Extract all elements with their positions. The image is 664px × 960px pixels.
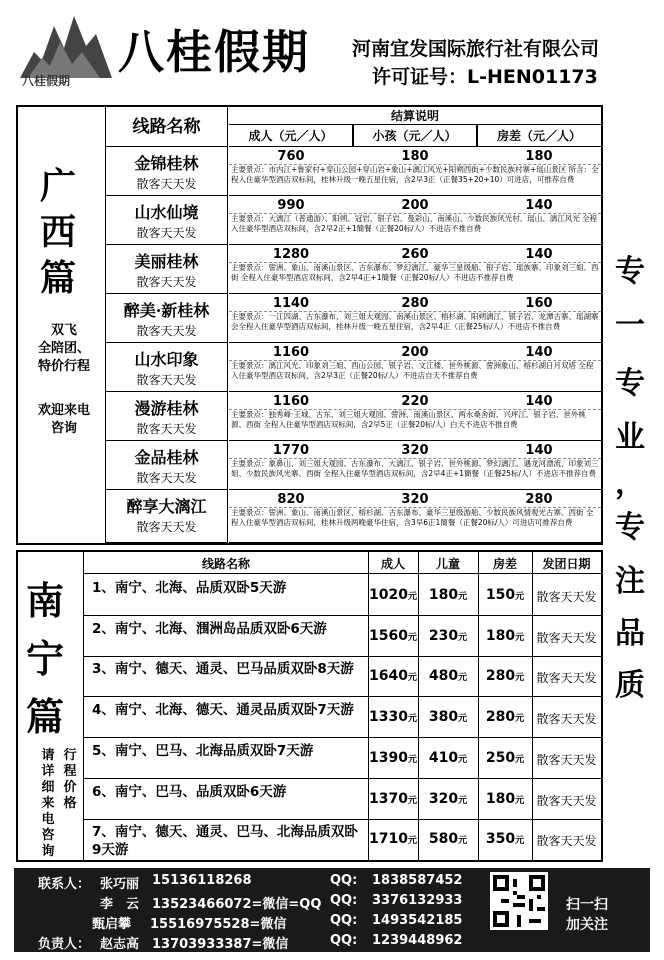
nanning-adult-price [368, 628, 418, 644]
price-value: 180 [485, 628, 516, 644]
route-name: 山水仙境 [134, 203, 199, 222]
price-value: 410 [428, 750, 459, 766]
nanning-departure-date: 散客天天发 [536, 794, 597, 808]
price-unit: 元 [407, 592, 417, 602]
guangxi-title-char: 篇 [40, 257, 77, 299]
price-unit: 元 [407, 836, 417, 846]
adult-price: 1140 [272, 296, 310, 311]
price-divider [229, 409, 601, 410]
route-name-cell [106, 196, 228, 245]
license-number: 许可证号：L-HEN01173 [372, 66, 598, 88]
route-schedule: 散客天天发 [136, 226, 197, 240]
route-description: 主要景点：独秀峰·王城、古东、刘三姐大观园、訾洲、南溪山景区、两水桑舍街、兴坪江、银子岩、世外桃源、西街 全程入住豪华型酒店双标间，含2早5正（正餐20标/人）白天不进店不推自费 [231, 410, 586, 429]
route-description: 主要景点：市内江+鲁家村+穿山公园+穿山岩+象山+漓江风光+阳朔西街+少数民族村寨+瑶山景区 所含：全程入住豪华型酒店双标间，桂林升级一晚五星住宿，含2早3正（正餐35+20+10）可进店，可推荐自费 [231, 165, 599, 184]
price-divider [229, 311, 601, 312]
price-value: 280 [485, 668, 516, 684]
row-divider [229, 195, 601, 196]
nanning-child-price [418, 668, 478, 684]
price-divider [229, 164, 601, 165]
price-unit: 元 [515, 592, 525, 602]
price-unit: 元 [515, 714, 525, 724]
route-description: 主要景点：漓江风光、印象刘三姐、西山公园、银子岩、文江楼、世外桃源、訾洲象山、榕杉湖日月双塔 全程入住豪华型酒店双标间，含2早3正（正餐20标/人）不进店自天不推荐自费 [231, 361, 594, 380]
adult-price: 760 [277, 149, 305, 164]
table-row-divider [84, 737, 601, 738]
adult-price: 1160 [272, 394, 310, 409]
manager-label: 负责人： [38, 937, 91, 952]
nanning-route: 5、南宁、巴马、北海品质双卧7天游 [92, 743, 314, 759]
contact-name: 李 云 [100, 897, 140, 912]
nanning-room-price [478, 628, 532, 644]
contact-label: 联系人： [38, 877, 91, 892]
row-divider [229, 293, 601, 294]
promo-line: 特价行程 [37, 359, 90, 374]
nanning-adult-price [368, 668, 418, 684]
qq-number[interactable]: 1239448962 [372, 933, 463, 948]
column-divider [477, 125, 478, 147]
nanning-departure-date: 散客天天发 [536, 834, 597, 848]
nn-header-route: 线路名称 [84, 554, 368, 574]
qq-label: QQ: [330, 933, 358, 948]
nanning-adult-price [368, 709, 418, 725]
page-title: 八桂假期 [118, 25, 310, 79]
price-divider [229, 213, 601, 214]
price-value: 180 [485, 791, 516, 807]
price-unit: 元 [515, 673, 525, 683]
price-value: 380 [428, 709, 459, 725]
adult-price: 990 [277, 198, 305, 213]
route-name: 美丽桂林 [134, 252, 199, 271]
price-value: 1390 [369, 750, 408, 766]
nanning-adult-price [368, 750, 418, 766]
route-description: 主要景点：一江四湖、古东瀑布、刘三姐大观园、南溪山景区、榕杉湖、阳朔漓江、银子岩、龙潭古寨、瑶湖寨会全程入住豪华型酒店双标间，桂林升级一晚五星住宿，含2早4正（正餐25标/人）不进店不推自费 [231, 312, 599, 331]
price-unit: 元 [407, 633, 417, 643]
price-value: 1710 [369, 831, 408, 847]
nanning-route: 1、南宁、北海、品质双卧5天游 [92, 580, 287, 596]
price-unit: 元 [515, 796, 525, 806]
guangxi-consult [22, 402, 106, 438]
contact-phone[interactable]: 13703933387=微信 [152, 937, 289, 952]
column-header-child: 小孩（元／人） [353, 125, 477, 147]
nanning-side-note: 行程价格 [63, 748, 77, 811]
slogan-char: 注 [615, 564, 645, 599]
route-description: 主要景点：訾洲、象山、南溪山景区、古东瀑布、梦幻漓江、豪华三星级船、银子岩、瑶族寨、印象刘三姐、西街 全程入住豪华型酒店双标间，含2早4正+1簡餐（正餐20标/人）不进店不推荐自费 [231, 263, 599, 282]
nanning-departure-date: 散客天天发 [536, 631, 597, 645]
nn-header-date: 发团日期 [532, 554, 601, 574]
guangxi-title-char: 广 [40, 165, 77, 207]
promo-line: 咨询 [50, 421, 77, 436]
company-name: 河南宜发国际旅行社有限公司 [352, 38, 600, 60]
qr-code-icon [493, 875, 545, 927]
route-name: 金品桂林 [134, 448, 199, 467]
nanning-route: 7、南宁、德天、通灵、巴马、北海品质双卧9天游 [92, 824, 358, 858]
logo-text: 八桂假期 [22, 74, 71, 88]
slogan-char: 专 [615, 510, 645, 545]
contact-name: 甄启攀 [92, 917, 132, 932]
nanning-room-price [478, 831, 532, 847]
nanning-departure-date: 散客天天发 [536, 712, 597, 726]
price-unit: 元 [458, 796, 468, 806]
price-unit: 元 [515, 755, 525, 765]
price-value: 250 [485, 750, 516, 766]
route-description: 主要景点：大漓江（普通游）、阳朔、冠岩、银子岩、曼彩山、南溪山、少数民族风光村、瑶山、漓江风光 全程入住豪华型酒店双标间，含2早2正+1簡餐（正餐20标/人）不进店不推自费 [231, 214, 598, 233]
price-unit: 元 [515, 836, 525, 846]
child-price: 180 [401, 149, 429, 164]
scan-text: 扫一扫 [566, 897, 608, 913]
promo-line: 全陪团、 [37, 341, 90, 356]
child-price: 320 [401, 443, 429, 458]
nanning-departure-date: 散客天天发 [536, 590, 597, 604]
price-value: 580 [428, 831, 459, 847]
contact-name: 赵志高 [100, 937, 140, 952]
route-prices [229, 149, 601, 165]
route-prices [229, 443, 601, 459]
route-name-cell [106, 294, 228, 343]
table-row-divider [84, 615, 601, 616]
child-price: 200 [401, 198, 429, 213]
room-diff-price: 140 [525, 247, 553, 262]
column-divider [353, 125, 354, 147]
nanning-route: 4、南宁、北海、德天、通灵品质双卧7天游 [92, 702, 354, 718]
room-diff-price: 140 [525, 394, 553, 409]
price-divider [229, 360, 601, 361]
promo-line: 双飞 [50, 323, 77, 338]
nanning-child-price [418, 750, 478, 766]
qq-number[interactable]: 3376132933 [372, 893, 463, 908]
route-name: 金锦桂林 [134, 154, 199, 173]
table-row-divider [84, 656, 601, 657]
room-diff-price: 180 [525, 149, 553, 164]
nanning-title-char: 宁 [26, 636, 65, 681]
price-unit: 元 [458, 755, 468, 765]
nn-header-adult: 成人 [368, 554, 418, 574]
route-prices [229, 247, 601, 263]
contact-phone[interactable]: 13523466072=微信=QQ [152, 897, 322, 912]
row-divider [229, 391, 601, 392]
price-value: 1330 [369, 709, 408, 725]
price-value: 230 [428, 628, 459, 644]
route-prices [229, 345, 601, 361]
nanning-title-char: 南 [26, 578, 65, 623]
price-unit: 元 [407, 673, 417, 683]
row-divider [229, 342, 601, 343]
price-value: 480 [428, 668, 459, 684]
slogan-char: 质 [615, 668, 645, 703]
price-divider [229, 458, 601, 459]
slogan-char: 品 [615, 616, 645, 651]
nanning-room-price [478, 668, 532, 684]
child-price: 260 [401, 247, 429, 262]
price-unit: 元 [407, 796, 417, 806]
route-name-cell [106, 147, 228, 196]
nanning-child-price [418, 628, 478, 644]
route-name: 醉美·新桂林 [123, 301, 210, 320]
nn-header-child: 儿童 [418, 554, 478, 574]
adult-price: 1770 [272, 443, 310, 458]
slogan-char: 专 [615, 254, 645, 289]
price-unit: 元 [458, 836, 468, 846]
nanning-room-price [478, 709, 532, 725]
row-divider [229, 440, 601, 441]
nanning-route: 2、南宁、北海、涠洲岛品质双卧6天游 [92, 621, 327, 637]
route-schedule: 散客天天发 [136, 471, 197, 485]
nanning-side-note: 请详细来电咨询 [41, 748, 55, 859]
table-row-divider [84, 778, 601, 779]
price-value: 1020 [369, 587, 408, 603]
route-prices [229, 394, 601, 410]
route-schedule: 散客天天发 [136, 177, 197, 191]
route-description: 主要景点：訾洲、象山、南溪山景区、榕杉湖、古东瀑布、豪华三星级游船、少数民族风情观光古寨、西街 全程入住豪华型酒店双标间，桂林升级两晚豪华住宿，含3早6正1簡餐（正餐20标/人）可进店可推荐自费 [231, 508, 594, 527]
child-price: 220 [401, 394, 429, 409]
price-unit: 元 [458, 714, 468, 724]
price-unit: 元 [458, 633, 468, 643]
route-name: 漫游桂林 [134, 399, 199, 418]
qq-label: QQ: [330, 893, 358, 908]
price-value: 1370 [369, 791, 408, 807]
route-prices [229, 492, 601, 508]
slogan-char: 一 [615, 308, 645, 343]
route-name-cell [106, 245, 228, 294]
adult-price: 820 [277, 492, 305, 507]
nanning-route: 6、南宁、巴马、品质双卧6天游 [92, 784, 287, 800]
slogan-char: ， [615, 466, 645, 501]
adult-price: 1160 [272, 345, 310, 360]
nanning-adult-price [368, 587, 418, 603]
column-header-route: 线路名称 [106, 107, 228, 147]
route-name-cell [106, 490, 228, 543]
room-diff-price: 280 [525, 492, 553, 507]
qq-label: QQ: [330, 913, 358, 928]
room-diff-price: 140 [525, 443, 553, 458]
nanning-title-char: 篇 [26, 694, 65, 739]
price-value: 1640 [369, 668, 408, 684]
row-divider [229, 244, 601, 245]
slogan-char: 专 [615, 366, 645, 401]
route-schedule: 散客天天发 [136, 520, 197, 534]
nanning-child-price [418, 709, 478, 725]
column-header-settlement: 结算说明 [229, 107, 601, 125]
contact-phone[interactable]: 15516975528=微信 [150, 917, 287, 932]
nanning-route: 3、南宁、德天、通灵、巴马品质双卧8天游 [92, 661, 354, 677]
qq-number[interactable]: 1838587452 [372, 873, 463, 888]
child-price: 200 [401, 345, 429, 360]
nanning-child-price [418, 587, 478, 603]
guangxi-title-char: 西 [40, 211, 77, 253]
route-prices [229, 296, 601, 312]
price-unit: 元 [407, 714, 417, 724]
price-unit: 元 [407, 755, 417, 765]
price-value: 350 [485, 831, 516, 847]
route-name-cell [106, 392, 228, 441]
room-diff-price: 140 [525, 345, 553, 360]
price-value: 180 [428, 587, 459, 603]
promo-line: 欢迎来电 [37, 403, 90, 418]
nanning-room-price [478, 750, 532, 766]
nanning-room-price [478, 791, 532, 807]
column-header-room: 房差（元／人） [477, 125, 601, 147]
route-name-cell [106, 441, 228, 490]
table-row-divider [84, 819, 601, 820]
room-diff-price: 160 [525, 296, 553, 311]
nanning-child-price [418, 791, 478, 807]
contact-name: 张巧丽 [100, 877, 140, 892]
child-price: 320 [401, 492, 429, 507]
price-value: 320 [428, 791, 459, 807]
qr-code[interactable] [490, 872, 548, 930]
route-name-cell [106, 343, 228, 392]
nanning-departure-date: 散客天天发 [536, 753, 597, 767]
route-description: 主要景点：象鼻山、刘三姐大观园、古东瀑布、大漓江、银子岩、世外桃源、梦幻漓江、遇龙河漂流、印象刘三姐、少数民族风光寨、西街 全程入住豪华型酒店双标间，含2早4正+1簡餐（正餐25标/人）不进店不推荐自费 [231, 459, 599, 478]
price-divider [229, 262, 601, 263]
slogan-char: 业 [615, 420, 645, 455]
row-divider [229, 542, 601, 543]
adult-price: 1280 [272, 247, 310, 262]
qq-label: QQ: [330, 873, 358, 888]
route-name: 山水印象 [134, 350, 199, 369]
route-schedule: 散客天天发 [136, 324, 197, 338]
table-row-divider [84, 696, 601, 697]
route-prices [229, 198, 601, 214]
price-value: 280 [485, 709, 516, 725]
price-value: 150 [485, 587, 516, 603]
nanning-adult-price [368, 831, 418, 847]
guangxi-promo [22, 322, 106, 376]
qq-number[interactable]: 1493542185 [372, 913, 463, 928]
nanning-departure-date: 散客天天发 [536, 671, 597, 685]
route-schedule: 散客天天发 [136, 275, 197, 289]
follow-text: 加关注 [566, 917, 608, 933]
row-divider [229, 489, 601, 490]
nn-header-room: 房差 [478, 554, 532, 574]
route-name: 醉享大漓江 [126, 497, 207, 516]
price-unit: 元 [515, 633, 525, 643]
column-header-adult: 成人（元／人） [229, 125, 353, 147]
price-divider [229, 507, 601, 508]
nanning-adult-price [368, 791, 418, 807]
route-schedule: 散客天天发 [136, 422, 197, 436]
price-unit: 元 [458, 673, 468, 683]
price-value: 1560 [369, 628, 408, 644]
nanning-child-price [418, 831, 478, 847]
price-unit: 元 [458, 592, 468, 602]
room-diff-price: 140 [525, 198, 553, 213]
nanning-room-price [478, 587, 532, 603]
child-price: 280 [401, 296, 429, 311]
contact-phone[interactable]: 15136118268 [152, 873, 252, 888]
route-schedule: 散客天天发 [136, 373, 197, 387]
